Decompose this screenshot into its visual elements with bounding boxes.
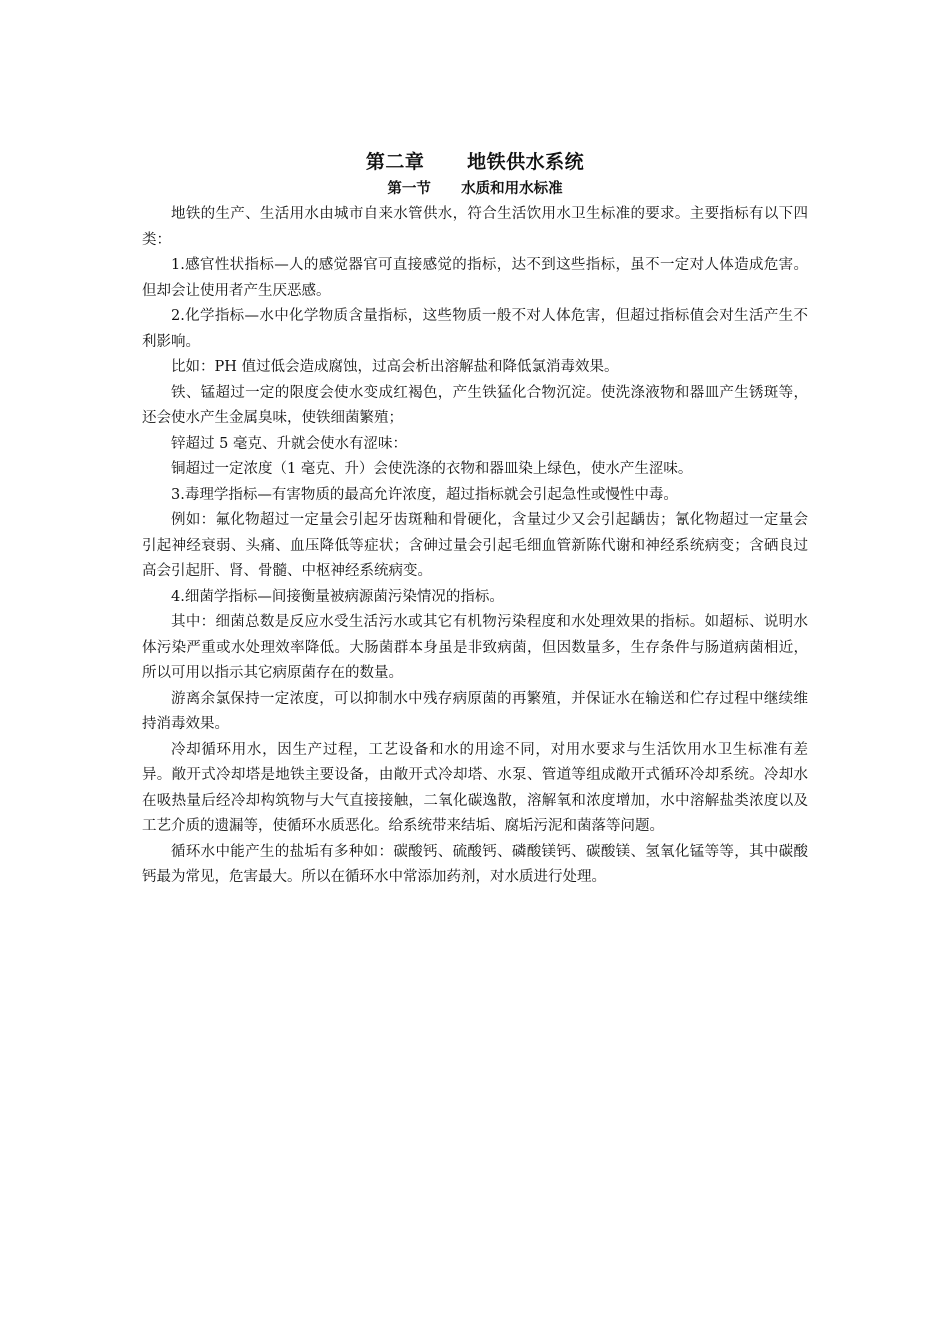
paragraph-bacteria-details: 其中：细菌总数是反应水受生活污水或其它有机物污染程度和水处理效果的指标。如超标、说明水体污染严重或水处理效率降低。大肠菌群本身虽是非致病菌，但因数量多，生存条件与肠道病菌相近，所以可用以指示其它病原菌存在的数量。 bbox=[142, 614, 808, 681]
paragraph-scale-treatment: 循环水中能产生的盐垢有多种如：碳酸钙、硫酸钙、磷酸镁钙、碳酸镁、氢氧化锰等等，其中碳酸钙最为常见，危害最大。所以在循环水中常添加药剂，对水质进行处理。 bbox=[142, 843, 808, 885]
paragraph-chemical-indicator: 2.化学指标—水中化学物质含量指标，这些物质一般不对人体危害，但超过指标值会对生活产生不利影响。 bbox=[142, 308, 808, 350]
paragraph-iron-manganese: 铁、锰超过一定的限度会使水变成红褐色，产生铁猛化合物沉淀。使洗涤液物和器皿产生锈斑等，还会使水产生金属臭味，使铁细菌繁殖； bbox=[142, 384, 808, 426]
document-body bbox=[142, 148, 808, 891]
paragraph-sensory-indicator: 1.感官性状指标—人的感觉器官可直接感觉的指标，达不到这些指标，虽不一定对人体造成危害。但却会让使用者产生厌恶感。 bbox=[142, 257, 808, 299]
paragraph-zinc: 锌超过 5 毫克、升就会使水有涩味： bbox=[171, 435, 407, 452]
paragraph-intro: 地铁的生产、生活用水由城市自来水管供水，符合生活饮用水卫生标准的要求。主要指标有以下四类： bbox=[142, 206, 808, 248]
paragraph-toxicology-indicator: 3.毒理学指标—有害物质的最高允许浓度，超过指标就会引起急性或慢性中毒。 bbox=[171, 486, 678, 503]
paragraph-bacteriology-indicator: 4.细菌学指标—间接衡量被病源菌污染情况的指标。 bbox=[171, 588, 504, 605]
paragraph-toxic-examples: 例如：氟化物超过一定量会引起牙齿斑釉和骨硬化，含量过少又会引起龋齿；氰化物超过一定量会引起神经衰弱、头痛、血压降低等症状；含砷过量会引起毛细血管新陈代谢和神经系统病变；含硒良过高会引起肝、肾、骨髓、中枢神经系统病变。 bbox=[142, 512, 808, 579]
chapter-title: 第二章 地铁供水系统 bbox=[365, 151, 585, 173]
paragraph-residual-chlorine: 游离余氯保持一定浓度，可以抑制水中残存病原菌的再繁殖，并保证水在输送和伫存过程中继续维持消毒效果。 bbox=[142, 690, 808, 732]
paragraph-cooling-water: 冷却循环用水，因生产过程，工艺设备和水的用途不同，对用水要求与生活饮用水卫生标准有差异。敞开式冷却塔是地铁主要设备，由敞开式冷却塔、水泵、管道等组成敞开式循环冷却系统。冷却水在吸热量后经冷却构筑物与大气直接接触，二氧化碳逸散，溶解氧和浓度增加，水中溶解盐类浓度以及工艺介质的遗漏等，使循环水质恶化。给系统带来结垢、腐垢污泥和菌落等问题。 bbox=[142, 741, 808, 834]
paragraph-copper: 铜超过一定浓度（1 毫克、升）会使洗涤的衣物和器皿染上绿色，使水产生涩味。 bbox=[171, 461, 693, 477]
paragraph-ph-example: 比如：PH 值过低会造成腐蚀，过高会析出溶解盐和降低氯消毒效果。 bbox=[171, 359, 619, 375]
section-title: 第一节 水质和用水标准 bbox=[387, 180, 563, 197]
